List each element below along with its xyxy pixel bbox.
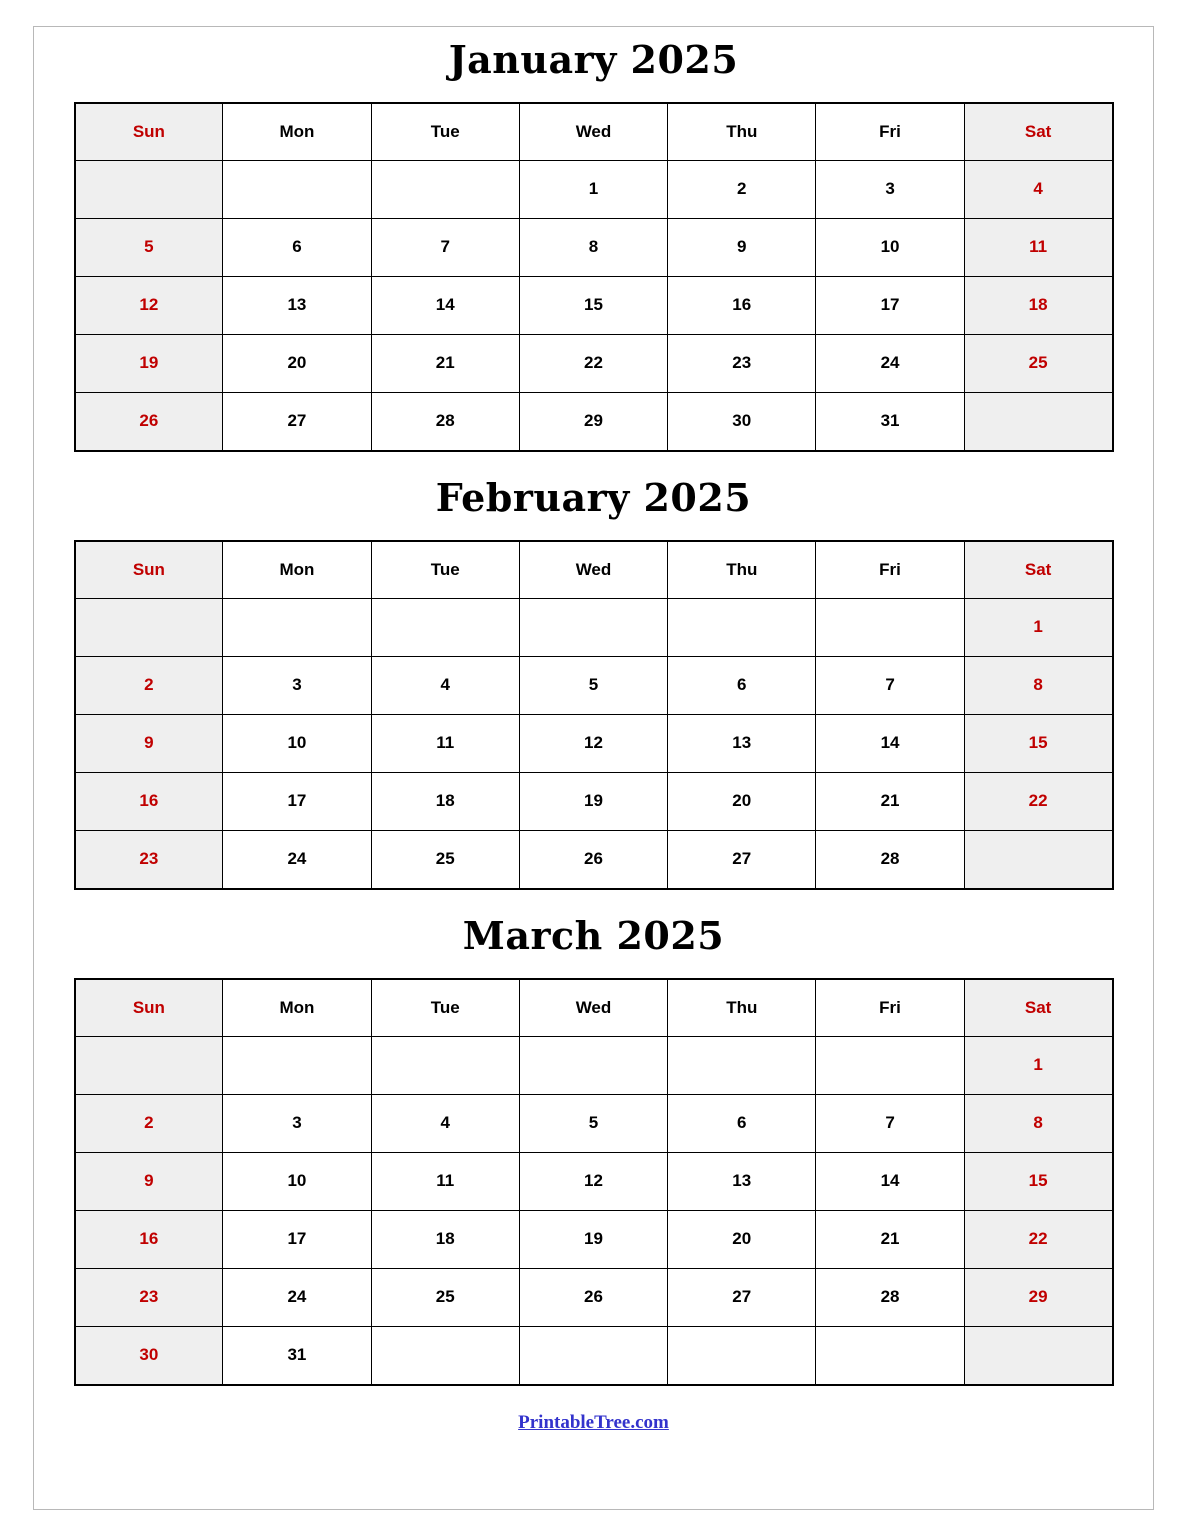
weekday-header-mon: Mon xyxy=(223,979,371,1037)
day-cell: 25 xyxy=(371,1268,519,1326)
day-cell: 3 xyxy=(816,160,964,218)
day-cell: 6 xyxy=(668,656,816,714)
day-cell-empty xyxy=(668,1036,816,1094)
week-row xyxy=(75,334,1113,392)
day-cell: 22 xyxy=(964,772,1112,830)
day-cell: 17 xyxy=(223,1210,371,1268)
day-cell: 9 xyxy=(75,714,223,772)
day-cell-empty xyxy=(668,598,816,656)
week-row xyxy=(75,1268,1113,1326)
day-cell: 30 xyxy=(75,1326,223,1385)
day-cell-empty xyxy=(519,1036,667,1094)
week-row xyxy=(75,1326,1113,1385)
day-cell: 24 xyxy=(223,830,371,889)
day-cell: 4 xyxy=(371,1094,519,1152)
weekday-header-row xyxy=(75,979,1113,1037)
month-block-january xyxy=(74,37,1114,452)
weekday-header-row xyxy=(75,541,1113,599)
day-cell: 16 xyxy=(75,1210,223,1268)
week-row xyxy=(75,830,1113,889)
day-cell: 19 xyxy=(519,772,667,830)
day-cell: 22 xyxy=(519,334,667,392)
day-cell-empty xyxy=(371,1326,519,1385)
day-cell: 20 xyxy=(223,334,371,392)
month-table-january xyxy=(74,102,1114,452)
day-cell: 23 xyxy=(75,830,223,889)
day-cell: 16 xyxy=(75,772,223,830)
day-cell: 12 xyxy=(519,1152,667,1210)
day-cell-empty xyxy=(519,598,667,656)
month-title: February 2025 xyxy=(435,474,752,520)
weekday-header-sun: Sun xyxy=(75,979,223,1037)
day-cell: 5 xyxy=(519,1094,667,1152)
day-cell-empty xyxy=(75,160,223,218)
month-title: January 2025 xyxy=(448,37,739,82)
day-cell: 8 xyxy=(519,218,667,276)
weekday-header-wed: Wed xyxy=(519,103,667,161)
day-cell: 25 xyxy=(371,830,519,889)
day-cell-empty xyxy=(75,598,223,656)
day-cell: 11 xyxy=(371,714,519,772)
day-cell: 24 xyxy=(816,334,964,392)
week-row xyxy=(75,1094,1113,1152)
day-cell: 13 xyxy=(223,276,371,334)
month-block-march xyxy=(74,912,1114,1386)
day-cell: 26 xyxy=(75,392,223,451)
month-table-february xyxy=(74,540,1114,890)
day-cell: 21 xyxy=(816,1210,964,1268)
day-cell: 17 xyxy=(223,772,371,830)
day-cell-empty xyxy=(816,598,964,656)
weekday-header-row xyxy=(75,103,1113,161)
day-cell: 10 xyxy=(223,714,371,772)
week-row xyxy=(75,1210,1113,1268)
day-cell: 3 xyxy=(223,656,371,714)
weekday-header-tue: Tue xyxy=(371,103,519,161)
day-cell: 5 xyxy=(519,656,667,714)
week-row xyxy=(75,276,1113,334)
day-cell-empty xyxy=(816,1326,964,1385)
day-cell: 1 xyxy=(964,598,1112,656)
day-cell: 3 xyxy=(223,1094,371,1152)
week-row xyxy=(75,656,1113,714)
weekday-header-wed: Wed xyxy=(519,979,667,1037)
weekday-header-thu: Thu xyxy=(668,541,816,599)
week-row xyxy=(75,714,1113,772)
day-cell: 2 xyxy=(75,656,223,714)
weekday-header-tue: Tue xyxy=(371,541,519,599)
day-cell: 18 xyxy=(371,1210,519,1268)
day-cell: 31 xyxy=(816,392,964,451)
day-cell: 31 xyxy=(223,1326,371,1385)
day-cell-empty xyxy=(371,160,519,218)
day-cell: 8 xyxy=(964,1094,1112,1152)
day-cell: 26 xyxy=(519,830,667,889)
day-cell: 19 xyxy=(519,1210,667,1268)
weekday-header-mon: Mon xyxy=(223,103,371,161)
day-cell: 27 xyxy=(223,392,371,451)
day-cell: 24 xyxy=(223,1268,371,1326)
day-cell: 10 xyxy=(816,218,964,276)
weeks-body xyxy=(75,1036,1113,1385)
day-cell: 6 xyxy=(223,218,371,276)
weekday-header-thu: Thu xyxy=(668,103,816,161)
day-cell: 2 xyxy=(668,160,816,218)
day-cell: 14 xyxy=(371,276,519,334)
day-cell-empty xyxy=(964,1326,1112,1385)
weekday-header-thu: Thu xyxy=(668,979,816,1037)
week-row xyxy=(75,392,1113,451)
day-cell: 15 xyxy=(519,276,667,334)
day-cell: 7 xyxy=(371,218,519,276)
day-cell: 4 xyxy=(964,160,1112,218)
weekday-header-sun: Sun xyxy=(75,103,223,161)
day-cell: 11 xyxy=(371,1152,519,1210)
day-cell: 18 xyxy=(964,276,1112,334)
day-cell: 19 xyxy=(75,334,223,392)
week-row xyxy=(75,218,1113,276)
day-cell: 1 xyxy=(519,160,667,218)
month-block-february xyxy=(74,474,1114,890)
day-cell-empty xyxy=(223,598,371,656)
month-title: March 2025 xyxy=(462,912,725,958)
month-table-march xyxy=(74,978,1114,1386)
day-cell-empty xyxy=(223,1036,371,1094)
weekday-header-fri: Fri xyxy=(816,103,964,161)
day-cell: 18 xyxy=(371,772,519,830)
day-cell: 7 xyxy=(816,656,964,714)
day-cell-empty xyxy=(75,1036,223,1094)
day-cell-empty xyxy=(964,830,1112,889)
day-cell: 14 xyxy=(816,714,964,772)
day-cell: 20 xyxy=(668,1210,816,1268)
weekday-header-fri: Fri xyxy=(816,979,964,1037)
week-row xyxy=(75,160,1113,218)
weekday-header-fri: Fri xyxy=(816,541,964,599)
weekday-header-wed: Wed xyxy=(519,541,667,599)
weekday-header-tue: Tue xyxy=(371,979,519,1037)
day-cell: 11 xyxy=(964,218,1112,276)
day-cell: 10 xyxy=(223,1152,371,1210)
day-cell-empty xyxy=(668,1326,816,1385)
weekday-header-sun: Sun xyxy=(75,541,223,599)
day-cell-empty xyxy=(223,160,371,218)
day-cell: 6 xyxy=(668,1094,816,1152)
day-cell: 4 xyxy=(371,656,519,714)
weekday-header-sat: Sat xyxy=(964,979,1112,1037)
day-cell: 21 xyxy=(816,772,964,830)
day-cell-empty xyxy=(964,392,1112,451)
day-cell: 5 xyxy=(75,218,223,276)
day-cell: 12 xyxy=(75,276,223,334)
footer xyxy=(74,1412,1114,1434)
week-row xyxy=(75,1036,1113,1094)
week-row xyxy=(75,598,1113,656)
day-cell: 14 xyxy=(816,1152,964,1210)
day-cell: 27 xyxy=(668,830,816,889)
day-cell: 23 xyxy=(668,334,816,392)
day-cell: 20 xyxy=(668,772,816,830)
day-cell: 12 xyxy=(519,714,667,772)
day-cell: 15 xyxy=(964,714,1112,772)
day-cell: 29 xyxy=(519,392,667,451)
printabletree-link[interactable]: PrintableTree.com xyxy=(518,1411,669,1433)
day-cell: 13 xyxy=(668,1152,816,1210)
calendar-content xyxy=(74,26,1114,1434)
week-row xyxy=(75,1152,1113,1210)
day-cell: 29 xyxy=(964,1268,1112,1326)
day-cell: 7 xyxy=(816,1094,964,1152)
day-cell: 28 xyxy=(816,1268,964,1326)
day-cell: 21 xyxy=(371,334,519,392)
day-cell: 9 xyxy=(75,1152,223,1210)
weekday-header-mon: Mon xyxy=(223,541,371,599)
day-cell-empty xyxy=(371,1036,519,1094)
day-cell: 9 xyxy=(668,218,816,276)
day-cell: 22 xyxy=(964,1210,1112,1268)
week-row xyxy=(75,772,1113,830)
day-cell: 13 xyxy=(668,714,816,772)
day-cell: 23 xyxy=(75,1268,223,1326)
day-cell: 8 xyxy=(964,656,1112,714)
day-cell: 1 xyxy=(964,1036,1112,1094)
day-cell: 26 xyxy=(519,1268,667,1326)
weekday-header-sat: Sat xyxy=(964,541,1112,599)
day-cell: 16 xyxy=(668,276,816,334)
day-cell: 30 xyxy=(668,392,816,451)
day-cell: 17 xyxy=(816,276,964,334)
weeks-body xyxy=(75,598,1113,889)
day-cell: 2 xyxy=(75,1094,223,1152)
day-cell: 28 xyxy=(816,830,964,889)
day-cell-empty xyxy=(816,1036,964,1094)
day-cell: 28 xyxy=(371,392,519,451)
day-cell: 15 xyxy=(964,1152,1112,1210)
weeks-body xyxy=(75,160,1113,451)
day-cell-empty xyxy=(371,598,519,656)
weekday-header-sat: Sat xyxy=(964,103,1112,161)
day-cell-empty xyxy=(519,1326,667,1385)
day-cell: 27 xyxy=(668,1268,816,1326)
day-cell: 25 xyxy=(964,334,1112,392)
